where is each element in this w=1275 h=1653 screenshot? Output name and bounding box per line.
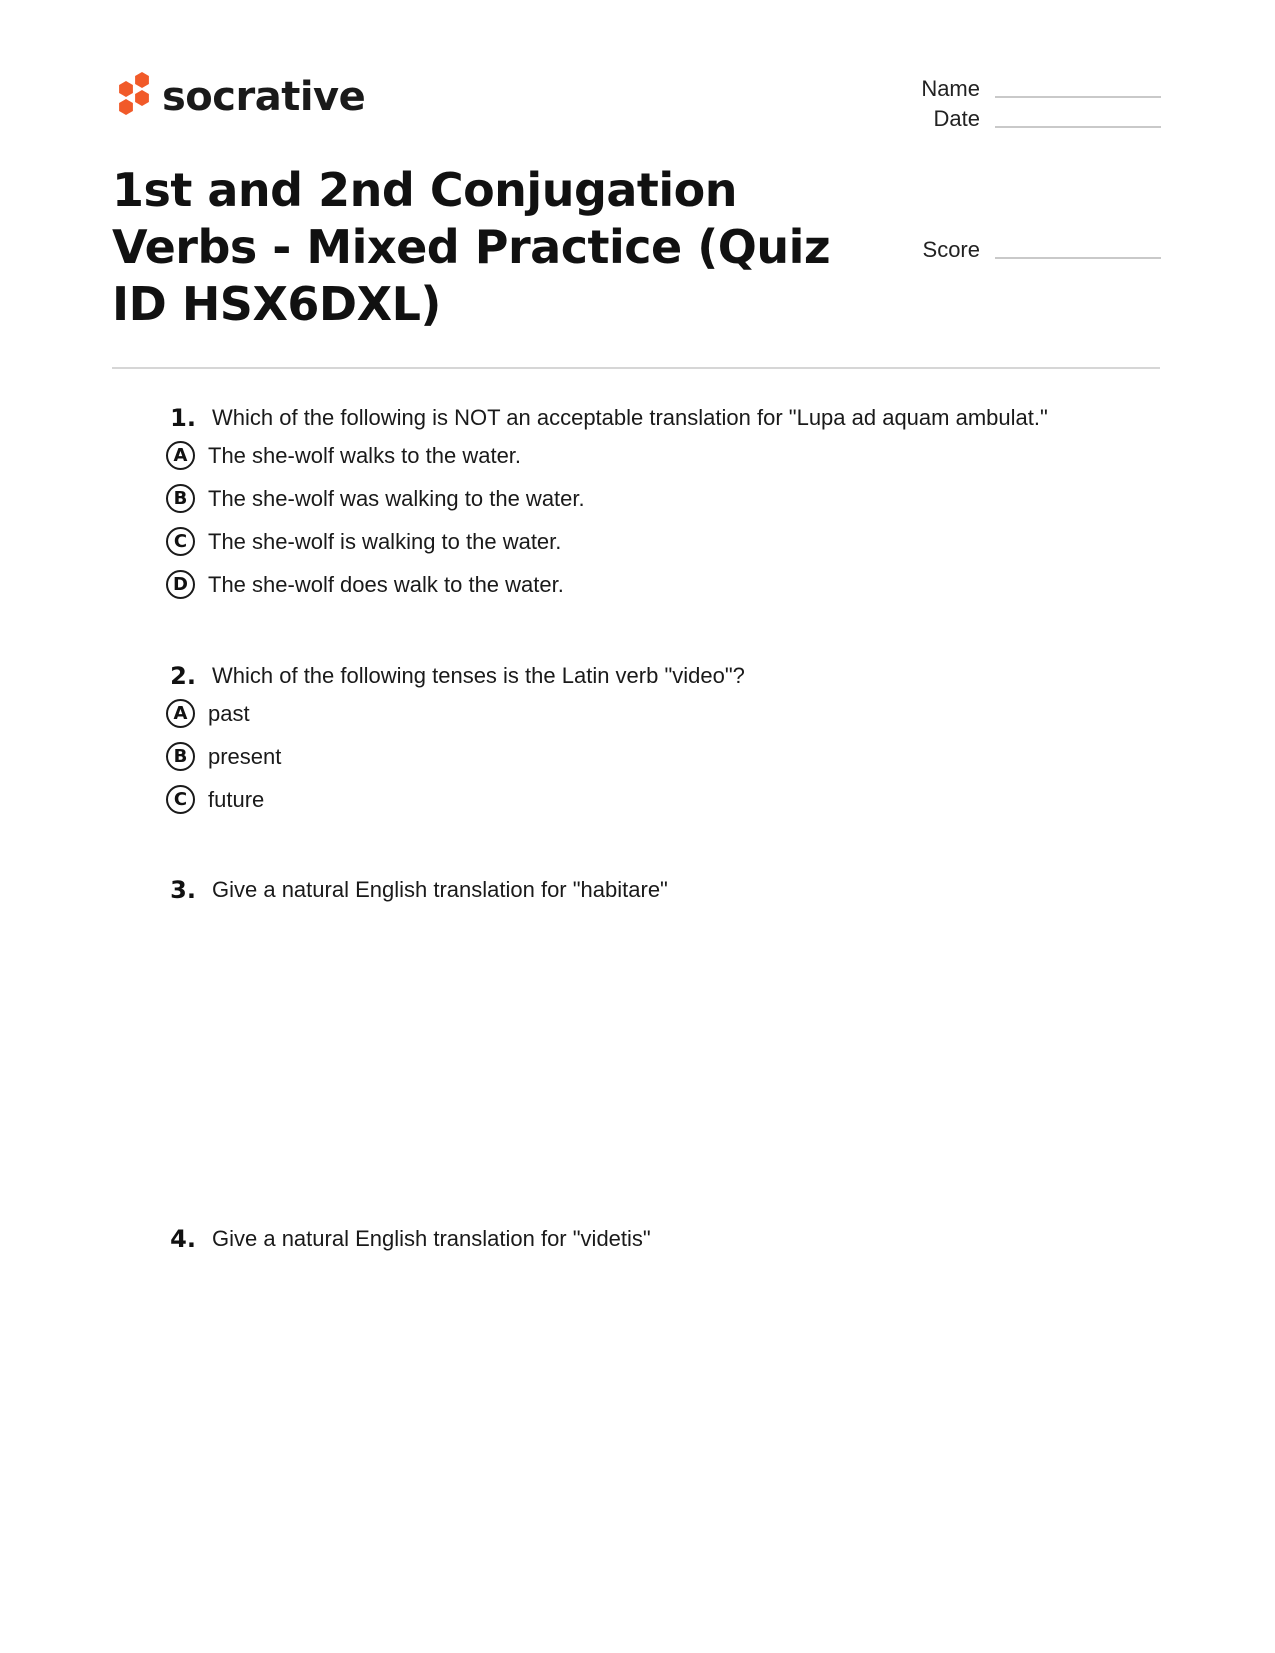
hexagon-cluster-icon: [112, 72, 152, 122]
option-text: present: [208, 743, 282, 769]
score-line[interactable]: [995, 257, 1161, 259]
question-header: [160, 402, 1160, 434]
question-header: [160, 660, 1160, 692]
name-field: [850, 78, 1161, 100]
question-text: Give a natural English translation for "videtis": [212, 1226, 651, 1251]
answer-option-b[interactable]: [160, 477, 1160, 520]
brand-name: socrative: [162, 74, 366, 120]
question-number: 2.: [170, 662, 196, 690]
answer-option-c[interactable]: [160, 520, 1160, 563]
answer-option-c[interactable]: [160, 778, 1160, 821]
question-1: [160, 402, 1160, 606]
answer-option-a[interactable]: [160, 434, 1160, 477]
option-text: The she-wolf walks to the water.: [208, 442, 522, 468]
divider: [112, 367, 1160, 369]
question-text: Which of the following is NOT an acceptable translation for "Lupa ad aquam ambulat.": [212, 405, 1048, 430]
option-text: past: [208, 700, 250, 726]
question-header: [160, 874, 1160, 906]
option-letter-circle[interactable]: B: [166, 484, 195, 513]
answer-options: [160, 434, 1160, 606]
answer-option-d[interactable]: [160, 563, 1160, 606]
option-letter-circle[interactable]: C: [166, 785, 195, 814]
answer-options: [160, 692, 1160, 821]
question-text: Give a natural English translation for "habitare": [212, 877, 668, 902]
name-label: Name: [921, 76, 980, 101]
option-letter-circle[interactable]: A: [166, 441, 195, 470]
date-field: [850, 108, 1161, 130]
date-label: Date: [933, 106, 980, 131]
score-field: [850, 239, 1161, 261]
question-3: [160, 874, 1160, 906]
answer-option-b[interactable]: [160, 735, 1160, 778]
name-line[interactable]: [995, 96, 1161, 98]
question-number: 4.: [170, 1225, 196, 1253]
option-text: The she-wolf does walk to the water.: [208, 571, 564, 597]
question-text: Which of the following tenses is the Latin verb "video"?: [212, 663, 745, 688]
question-number: 1.: [170, 404, 196, 432]
option-letter-circle[interactable]: C: [166, 527, 195, 556]
question-number: 3.: [170, 876, 196, 904]
option-text: The she-wolf is walking to the water.: [208, 528, 562, 554]
page-title: 1st and 2nd Conjugation Verbs - Mixed Practice (Quiz ID HSX6DXL): [112, 163, 831, 331]
option-text: The she-wolf was walking to the water.: [208, 485, 585, 511]
option-letter-circle[interactable]: B: [166, 742, 195, 771]
option-text: future: [208, 786, 265, 812]
question-header: [160, 1223, 1160, 1255]
socrative-logo: [112, 72, 365, 122]
option-letter-circle[interactable]: A: [166, 699, 195, 728]
question-2: [160, 660, 1160, 821]
answer-option-a[interactable]: [160, 692, 1160, 735]
option-letter-circle[interactable]: D: [166, 570, 195, 599]
question-4: [160, 1223, 1160, 1255]
date-line[interactable]: [995, 126, 1161, 128]
score-label: Score: [922, 237, 980, 262]
